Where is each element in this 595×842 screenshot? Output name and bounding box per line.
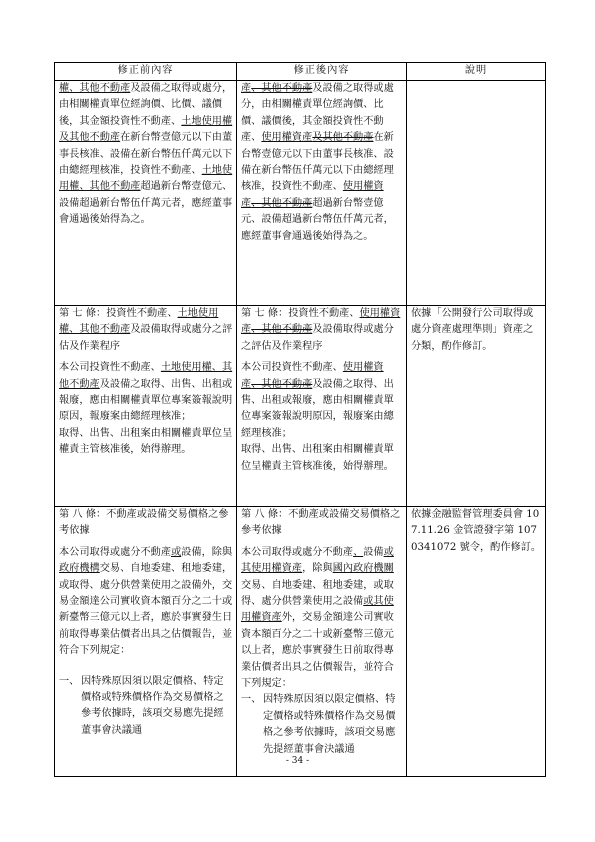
header-before: 修正前內容: [55, 63, 237, 81]
before-text: [59, 81, 233, 229]
text-run: 本公司投資性不動產、: [59, 362, 161, 374]
after-text: [241, 360, 403, 442]
cell-note: [407, 81, 546, 306]
text-run: 設備，除與: [181, 546, 233, 558]
text-run: 超過新台幣壹億元、設備超過新台幣伍仟萬元者，應經董事會通過後始得為之。: [59, 181, 233, 226]
header-row: [55, 63, 546, 81]
struck-text: 及其他不動產: [312, 132, 374, 144]
cell-before: [55, 507, 237, 777]
header-note: 說明: [407, 63, 546, 81]
list-item: [241, 692, 403, 758]
header-after: 修正後內容: [237, 63, 407, 81]
table-row: [55, 507, 546, 777]
amended-text: 土地使用權、其他不動產: [59, 165, 233, 193]
before-text: [59, 545, 233, 660]
list-item: [59, 674, 233, 740]
text-run: 交易、自地委建、租地委建，或取得、處分供營業使用之設備: [241, 579, 394, 608]
amended-text: 或其使用權資產: [241, 596, 394, 624]
cell-after: [237, 81, 407, 306]
cell-after: [237, 306, 407, 507]
amended-text: 土地使用權及其他不動產: [59, 115, 233, 144]
text-run: 本公司取得或處分不動產: [241, 546, 354, 558]
list-item-text: 因特殊原因須以限定價格、特定價格或特殊價格作為交易價格之參考依據時，該項交易應先提經董事會決議通: [263, 694, 396, 755]
after-text: [241, 81, 403, 245]
amended-text: 或其使用權資產: [241, 546, 394, 575]
note-text: 依據金融監督管理委員會 107.11.26 金管證發字第 1070341072 號令，酌作修訂。: [411, 509, 542, 553]
amended-text: 國內政府機關: [332, 563, 394, 575]
amended-text: 使用權資產: [241, 362, 384, 390]
amendment-comparison-table: [54, 62, 546, 777]
text-run: 在新台幣壹億元以下由董事長核准、設備在新台幣伍仟萬元以下由總經理核准，投資性不動產、: [59, 132, 233, 177]
text-run: 第 七 條：投資性不動產、: [241, 308, 360, 319]
text-run: 及設備取得或處分之評估及作業程序: [59, 324, 233, 352]
struck-text: 、其他不動產: [251, 197, 313, 209]
article-heading: [59, 306, 233, 355]
cell-after: [237, 507, 407, 777]
list-marker: 一、: [59, 675, 80, 687]
text-run: 本公司投資性不動產、: [241, 362, 343, 374]
text-run: 超過新台幣壹億元、設備超過新台幣伍仟萬元者，應經董事會通過後始得為之。: [241, 197, 394, 242]
struck-text: 、其他不動產: [251, 83, 313, 94]
before-text: [59, 360, 233, 426]
table-row: [55, 81, 546, 306]
table-row: [55, 306, 546, 507]
note-text: 依據「公開發行公司取得或處分資產處理準則」資產之分類，酌作修訂。: [411, 308, 534, 352]
cell-note: [407, 306, 546, 507]
text-run: 交易、自地委建、租地委建，或取得、處分供營業使用之設備外，交易金額達公司實收資本額百分之二十或新臺幣三億元以上者，應於事實發生日前取得專業估價者出具之估價報告，並符合下列規定：: [59, 563, 233, 657]
amended-text: 產: [241, 83, 252, 94]
amended-text: 、: [353, 546, 364, 558]
after-text: [241, 545, 403, 693]
page-number: - 34 -: [285, 756, 310, 766]
cell-note: [407, 507, 546, 777]
amended-text: 使用權資產: [261, 132, 313, 144]
text-run: 及設備之取得、出售、出租或報廢，應由相關權責單位專案簽報說明原因，報廢案由總經理核准；: [241, 378, 394, 439]
text-run: 及設備之取得、出售、出租或報廢，應由相關權責單位專案簽報說明原因，報廢案由總經理核准；: [59, 378, 233, 423]
before-text-2: 取得、出售、出租案由相關權責單位呈權責主管核准後，始得辦理。: [59, 427, 233, 456]
amended-text: 土地使用權、其他不動產: [59, 308, 219, 336]
list-marker: 一、: [241, 694, 262, 706]
article-heading: 第 八 條：不動產或設備交易價格之參考依據: [59, 509, 229, 537]
article-heading: [241, 306, 403, 355]
struck-text: 、其他不動產: [251, 324, 313, 336]
text-run: 設備: [363, 546, 384, 558]
text-run: 本公司取得或處分不動產: [59, 546, 172, 558]
text-run: 外，交易金額達公司實收資本額百分之二十或新臺幣三億元以上者，應於事實發生日前取得專業估價者出具之估價報告，並符合下列規定：: [241, 612, 394, 690]
amended-text: 土地使用權、其他不動產: [59, 362, 233, 390]
after-text-2: 取得、出售、出租案由相關權責單位呈權責主管核准後，始得辦理。: [241, 444, 394, 472]
amended-text: 使用權資產: [241, 308, 401, 336]
amended-text: 使用權資產: [241, 181, 384, 209]
text-run: 及設備之取得或處分，由相關權責單位經詢價、比價、議價後，其金額投資性不動產、: [241, 83, 394, 144]
list-item-text: 因特殊原因須以限定價格、特定價格或特殊價格作為交易價格之參考依據時，該項交易應先提經董事會決議通: [81, 675, 224, 736]
cell-before: [55, 306, 237, 507]
amended-text: 或: [171, 546, 182, 558]
amended-text: 政府機構: [59, 563, 100, 575]
cell-before: [55, 81, 237, 306]
text-run: 在新台幣壹億元以下由董事長核准、設備在新台幣伍仟萬元以下由總經理核准，投資性不動產、: [241, 132, 394, 193]
text-run: 及設備取得或處分之評估及作業程序: [241, 324, 394, 352]
struck-text: 、其他不動產: [251, 378, 313, 390]
article-heading: 第 八 條：不動產或設備交易價格之參考依據: [241, 509, 401, 537]
text-run: 及設備之取得或處分，由相關權責單位經詢價、比價、議價後，其金額投資性不動產、: [59, 83, 233, 127]
amended-text: 權、其他不動產: [59, 83, 131, 94]
text-run: ，除與: [302, 563, 333, 575]
text-run: 第 七 條：投資性不動產、: [59, 308, 178, 319]
